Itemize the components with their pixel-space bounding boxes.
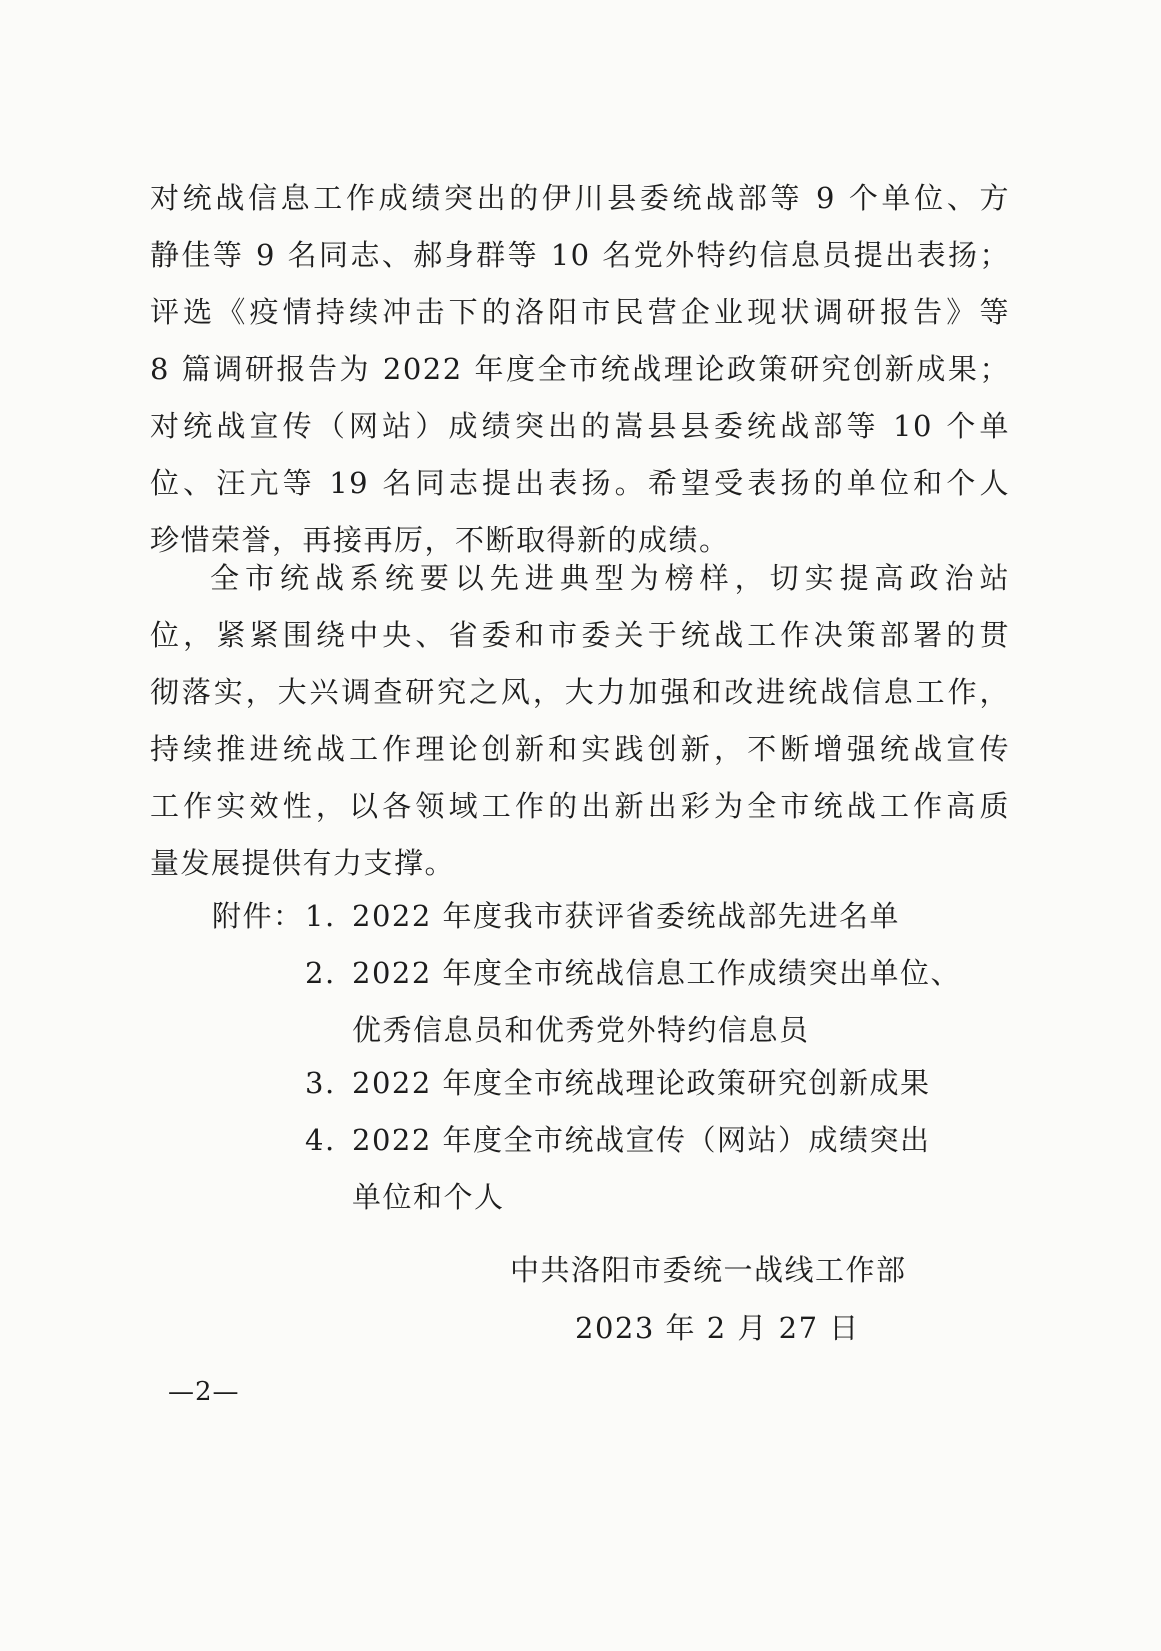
attachment-item-3: [0, 1055, 1161, 1112]
paragraph-line: 对统战信息工作成绩突出的伊川县委统战部等 9 个单位、方: [150, 181, 1010, 215]
attachments-label: 附件：: [212, 899, 304, 933]
attachment-title: 2022 年度全市统战信息工作成绩突出单位、: [352, 956, 962, 990]
paragraph-line: 持续推进统战工作理论创新和实践创新，不断增强统战宣传: [150, 732, 1010, 766]
paragraph-line: 量发展提供有力支撑。: [150, 846, 456, 880]
paragraph-line: 静佳等 9 名同志、郝身群等 10 名党外特约信息员提出表扬；: [150, 238, 1010, 272]
paragraph-line: 位，紧紧围绕中央、省委和市委关于统战工作决策部署的贯: [150, 618, 1010, 652]
body-paragraph-1: [150, 170, 1010, 569]
paragraph-line: 彻落实，大兴调查研究之风，大力加强和改进统战信息工作，: [150, 675, 1010, 709]
attachment-title-continued: 单位和个人: [352, 1180, 505, 1214]
paragraph-line: 全市统战系统要以先进典型为榜样，切实提高政治站: [210, 561, 1010, 595]
paragraph-line: 8 篇调研报告为 2022 年度全市统战理论政策研究创新成果；: [150, 352, 1010, 386]
attachment-item-4: [0, 1112, 1161, 1226]
paragraph-line: 位、汪亢等 19 名同志提出表扬。希望受表扬的单位和个人: [150, 466, 1010, 500]
paragraph-line: 对统战宣传（网站）成绩突出的嵩县县委统战部等 10 个单: [150, 409, 1010, 443]
attachment-title: 2022 年度我市获评省委统战部先进名单: [352, 899, 901, 933]
paragraph-line: 评选《疫情持续冲击下的洛阳市民营企业现状调研报告》等: [150, 295, 1010, 329]
page-number: —2—: [168, 1377, 240, 1407]
paragraph-line: 工作实效性，以各领域工作的出新出彩为全市统战工作高质: [150, 789, 1010, 823]
attachment-number: 2.: [305, 956, 336, 990]
paragraph-line: 珍惜荣誉，再接再厉，不断取得新的成绩。: [150, 523, 730, 557]
attachment-number: 4.: [305, 1123, 336, 1157]
issuing-organization: 中共洛阳市委统一战线工作部: [510, 1253, 907, 1287]
body-paragraph-2: [150, 550, 1010, 892]
attachment-title: 2022 年度全市统战理论政策研究创新成果: [352, 1066, 931, 1100]
attachment-number: 3.: [305, 1066, 336, 1100]
attachment-item-1: [0, 888, 1161, 945]
issue-date: 2023 年 2 月 27 日: [575, 1311, 860, 1345]
attachment-title: 2022 年度全市统战宣传（网站）成绩突出: [352, 1123, 931, 1157]
attachment-title-continued: 优秀信息员和优秀党外特约信息员: [352, 1013, 810, 1047]
attachment-item-2: [0, 945, 1161, 1059]
attachment-number: 1.: [305, 899, 336, 933]
